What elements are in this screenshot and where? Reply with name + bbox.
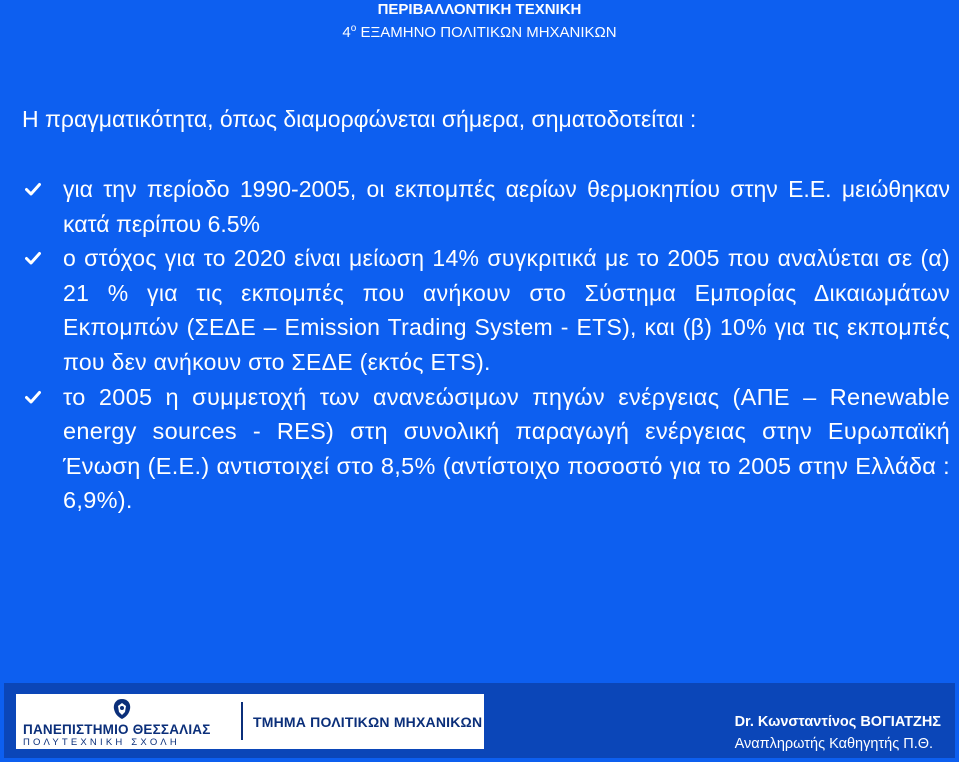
slide-heading: Η πραγματικότητα, όπως διαμορφώνεται σήμερα, σηματοδοτείται : — [22, 106, 697, 132]
semester-ordinal: ο — [350, 23, 357, 34]
university-crest-icon — [109, 697, 135, 721]
author-block — [735, 711, 941, 755]
checkmark-icon — [25, 181, 41, 197]
logo-divider — [241, 702, 243, 740]
checkmark-icon — [25, 250, 41, 266]
university-logo-banner — [16, 694, 484, 749]
slide-footer — [4, 683, 955, 758]
bullet-item — [22, 380, 950, 518]
slide-header — [0, 0, 959, 42]
bullet-item — [22, 241, 950, 379]
bullet-text: ο στόχος για το 2020 είναι μείωση 14% συγκριτικά με το 2005 που αναλύεται σε (α) 21 % για τις εκπομπές που ανήκουν στο Σύστημα Εμπορίας Δικαιωμάτων Εκπομπών (ΣΕΔΕ – Emission Trading System - ETS), και (β) 10% για τις εκπομπές που δεν ανήκουν στο ΣΕΔΕ (εκτός ETS). — [63, 245, 950, 375]
semester-number: 4 — [342, 24, 351, 41]
university-name: ΠΑΝΕΠΙΣΤΗΜΙΟ ΘΕΣΣΑΛΙΑΣ — [23, 722, 211, 737]
bullet-text: για την περίοδο 1990-2005, οι εκπομπές αερίων θερμοκηπίου στην Ε.Ε. μειώθηκαν κατά περίπου 6.5% — [63, 176, 950, 237]
semester-text: ΕΞΑΜΗΝΟ ΠΟΛΙΤΙΚΩΝ ΜΗΧΑΝΙΚΩΝ — [356, 24, 617, 41]
bullet-list — [22, 172, 950, 518]
department-name: ΤΜΗΜΑ ΠΟΛΙΤΙΚΩΝ ΜΗΧΑΝΙΚΩΝ — [253, 714, 483, 730]
author-name: Dr. Κωνσταντίνος ΒΟΓΙΑΤΖΗΣ — [734, 714, 941, 730]
author-title: Αναπληρωτής Καθηγητής Π.Θ. — [734, 736, 934, 752]
course-title: ΠΕΡΙΒΑΛΛΟΝΤΙΚΗ ΤΕΧΝΙΚΗ — [377, 1, 582, 18]
bullet-item — [22, 172, 950, 241]
school-name: ΠΟΛΥΤΕΧΝΙΚΗ ΣΧΟΛΗ — [23, 737, 180, 748]
checkmark-icon — [25, 389, 41, 405]
bullet-text: το 2005 η συμμετοχή των ανανεώσιμων πηγών ενέργειας (ΑΠΕ – Renewable energy sources - RES) στη συνολική παραγωγή ενέργειας στην Ευρωπαϊκή Ένωση (Ε.Ε.) αντιστοιχεί στο 8,5% (αντίστοιχο ποσοστό για το 2005 στην Ελλάδα : 6,9%). — [63, 383, 950, 514]
semester-line — [0, 19, 959, 42]
